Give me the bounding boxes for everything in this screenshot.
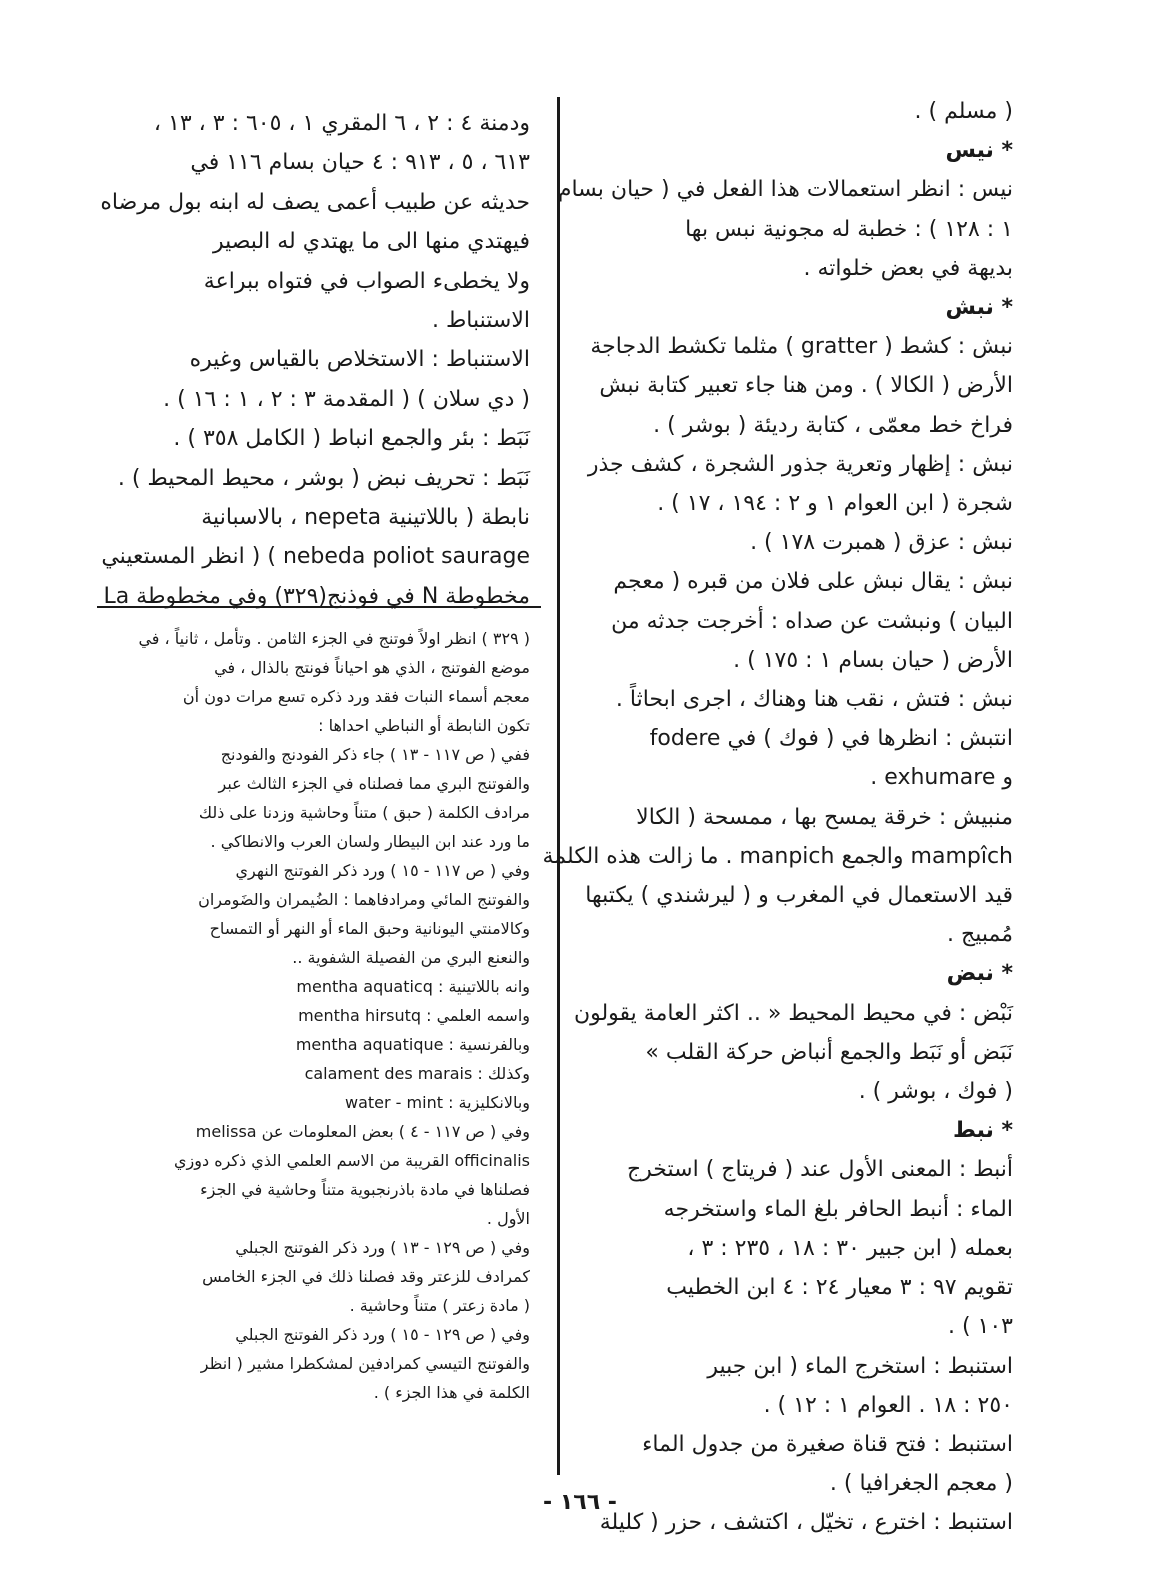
text-line: * نبش bbox=[945, 295, 1013, 321]
footnote-line: تكون النابطة أو النباطي احداها : bbox=[318, 716, 530, 735]
column-divider bbox=[557, 97, 560, 1475]
text-line: الاستنباط . bbox=[431, 308, 530, 334]
footnote-line: مرادف الكلمة ( حبق ) متناً وحاشية وزدنا على ذلك bbox=[198, 803, 530, 822]
text-line: انتبش : انظرها في ( فوك ) في fodere bbox=[649, 726, 1013, 752]
text-line: ( معجم الجغرافيا ) . bbox=[829, 1471, 1013, 1497]
text-line: قيد الاستعمال في المغرب و ( ليرشندي ) يكتبها bbox=[585, 883, 1013, 909]
footnote-block bbox=[98, 624, 530, 1407]
text-line: mampîch والجمع manpich . ما زالت هذه الكلمة bbox=[542, 843, 1013, 869]
footnote-line: ما ورد عند ابن البيطار ولسان العرب والانطاكي . bbox=[210, 832, 530, 851]
footnote-line: معجم أسماء النبات فقد ورد ذكره تسع مرات دون أن bbox=[182, 687, 530, 706]
footnote-line: والفوتنج البري مما فصلناه في الجزء الثالث عبر bbox=[218, 774, 530, 793]
text-line: نبش : كشط ( gratter ) مثلما تكشط الدجاجة bbox=[590, 334, 1013, 360]
text-line: نابطة ( باللاتينية nepeta ، بالاسبانية bbox=[201, 505, 530, 531]
footnote-line: officinalis القريبة من الاسم العلمي الذي ذكره دوزي bbox=[174, 1151, 530, 1170]
text-line: فراخ خط معمّى ، كتابة رديئة ( بوشر ) . bbox=[653, 412, 1013, 438]
text-line: أنبط : المعنى الأول عند ( فريتاج ) استخرج bbox=[626, 1157, 1013, 1183]
footnote-line: موضع الفوتنج ، الذي هو احياناً فونتج بالذال ، في bbox=[214, 658, 530, 677]
footnote-line: وبالفرنسية : mentha aquatique bbox=[295, 1035, 530, 1054]
text-line: مخطوطة N في فوذنج(٣٢٩) وفي مخطوطة La bbox=[103, 583, 530, 609]
footnote-line: واسمه العلمي : mentha hirsutq bbox=[298, 1006, 530, 1025]
footnote-line: وكذلك : calament des marais bbox=[304, 1064, 530, 1083]
text-line: ( دي سلان ) ( المقدمة ٣ : ٢ ، ١ : ١٦ ) . bbox=[163, 386, 530, 412]
text-line: ١ : ١٢٨ ) : خطبة له مجونية نبس بها bbox=[685, 216, 1013, 242]
footnote-line: الكلمة في هذا الجزء ) . bbox=[373, 1383, 530, 1402]
text-line: نبش : يقال نبش على فلان من قبره ( معجم bbox=[613, 569, 1013, 595]
text-line: ( مسلم ) . bbox=[914, 99, 1013, 124]
text-line: ( فوك ، بوشر ) . bbox=[858, 1079, 1013, 1105]
page-number: - ١٦٦ - bbox=[543, 1490, 617, 1515]
footnote-line: ففي ( ص ١١٧ - ١٣ ) جاء ذكر الفودنج والفودنج bbox=[220, 745, 530, 764]
text-line: الاستنباط : الاستخلاص بالقياس وغيره bbox=[189, 347, 530, 373]
text-line: مُمبيج . bbox=[947, 922, 1013, 948]
footnote-line: ( مادة زعتر ) متناً وحاشية . bbox=[349, 1296, 530, 1315]
footnote-line: وانه باللاتينية : mentha aquaticq bbox=[296, 977, 530, 996]
text-line: نبش : عزق ( همبرت ١٧٨ ) . bbox=[750, 530, 1013, 556]
text-line: ودمنة ٤ : ٢ ، ٦ المقري ١ ، ٦٠٥ : ٣ ، ١٣ ، bbox=[153, 111, 530, 136]
text-line: ١٠٣ ) . bbox=[947, 1314, 1013, 1340]
text-line: نَبَط : تحريف نبض ( بوشر ، محيط المحيط ) . bbox=[117, 465, 530, 491]
text-line: نبش : إظهار وتعرية جذور الشجرة ، كشف جذر bbox=[587, 451, 1013, 477]
text-line: الأرض ( حيان بسام ١ : ١٧٥ ) . bbox=[733, 647, 1013, 673]
footnote-line: وفي ( ص ١١٧ - ١٥ ) ورد ذكر الفوتنج النهري bbox=[235, 861, 530, 880]
text-line: استنبط : فتح قناة صغيرة من جدول الماء bbox=[642, 1431, 1013, 1457]
text-line: و exhumare . bbox=[870, 765, 1013, 791]
text-line: نَبَض أو نَبَط والجمع أنباض حركة القلب » bbox=[645, 1039, 1013, 1065]
footnote-line: والفوتنج المائي ومرادفاهما : الضُيمران والضَومران bbox=[198, 890, 530, 909]
text-line: حديثه عن طبيب أعمى يصف له ابنه بول مرضاه bbox=[100, 189, 530, 215]
text-line: استنبط : استخرج الماء ( ابن جبير bbox=[707, 1353, 1013, 1379]
text-line: نيس : انظر استعمالات هذا الفعل في ( حيان بسام bbox=[557, 177, 1013, 203]
text-line: نبش : فتش ، نقب هنا وهناك ، اجرى ابحاثاً . bbox=[615, 687, 1013, 713]
footnote-line: فصلناها في مادة باذرنجبوية متناً وحاشية في الجزء bbox=[200, 1180, 530, 1199]
text-line: ٦١٣ ، ٥ ، ٩١٣ : ٤ حيان بسام ١١٦ في bbox=[190, 150, 530, 176]
text-line: الأرض ( الكالا ) . ومن هنا جاء تعبير كتابة نبش bbox=[599, 373, 1013, 399]
footnote-line: والفوتنج التيسي كمرادفين لمشكطرا مشير ( انظر bbox=[200, 1354, 530, 1373]
text-line: فيهتدي منها الى ما يهتدي له البصير bbox=[212, 229, 530, 255]
text-line: الماء : أنبط الحافر بلغ الماء واستخرجه bbox=[663, 1196, 1013, 1222]
footnote-line: وفي ( ص ١٢٩ - ١٣ ) ورد ذكر الفوتنج الجبلي bbox=[235, 1238, 530, 1257]
footnote-line: وكالامنتي اليونانية وحبق الماء أو النهر أو التمساح bbox=[209, 919, 530, 938]
text-line: بديهة في بعض خلواته . bbox=[803, 255, 1013, 281]
text-line: تقويم ٩٧ : ٣ معيار ٢٤ : ٤ ابن الخطيب bbox=[666, 1275, 1013, 1301]
footnote-line: وفي ( ص ١١٧ - ٤ ) بعض المعلومات عن melissa bbox=[195, 1122, 530, 1141]
footnote-line: كمرادف للزعتر وقد فصلنا ذلك في الجزء الخامس bbox=[202, 1267, 530, 1286]
text-line: * نبض bbox=[946, 961, 1013, 987]
left-column-text bbox=[98, 104, 530, 616]
text-line: استنبط : اخترع ، تخيّل ، اكتشف ، حزر ( كليلة bbox=[599, 1510, 1013, 1536]
text-line: البيان ) ونبشت عن صداه : أخرجت جدثه من bbox=[611, 608, 1013, 634]
text-line: nebeda poliot saurage ) ( انظر المستعيني bbox=[101, 544, 530, 570]
text-line: نَبَط : بئر والجمع انباط ( الكامل ٣٥٨ ) . bbox=[173, 426, 530, 452]
footnote-line: ( ٣٢٩ ) انظر اولاً فوتنج في الجزء الثامن . وتأمل ، ثانياً ، في bbox=[138, 629, 530, 648]
text-line: * نيس bbox=[945, 138, 1013, 164]
text-line: ٢٥٠ : ١٨ . العوام ١ : ١٢ ) . bbox=[763, 1392, 1013, 1418]
text-line: بعمله ( ابن جبير ٣٠ : ١٨ ، ٢٣٥ : ٣ ، bbox=[687, 1235, 1013, 1261]
footnote-line: الأول . bbox=[486, 1209, 530, 1228]
text-line: شجرة ( ابن العوام ١ و ٢ : ١٩٤ ، ١٧ ) . bbox=[657, 491, 1013, 517]
text-line: ولا يخطىء الصواب في فتواه ببراعة bbox=[203, 268, 530, 294]
text-line: منبيش : خرقة يمسح بها ، ممسحة ( الكالا bbox=[636, 804, 1013, 830]
footnote-line: والنعنع البري من الفصيلة الشفوية .. bbox=[292, 948, 530, 967]
text-line: * نبط bbox=[953, 1118, 1013, 1144]
text-line: نَبْض : في محيط المحيط « .. اكثر العامة يقولون bbox=[573, 1000, 1013, 1026]
footnote-line: وفي ( ص ١٢٩ - ١٥ ) ورد ذكر الفوتنج الجبلي bbox=[235, 1325, 530, 1344]
footnote-line: وبالانكليزية : water - mint bbox=[345, 1093, 530, 1112]
